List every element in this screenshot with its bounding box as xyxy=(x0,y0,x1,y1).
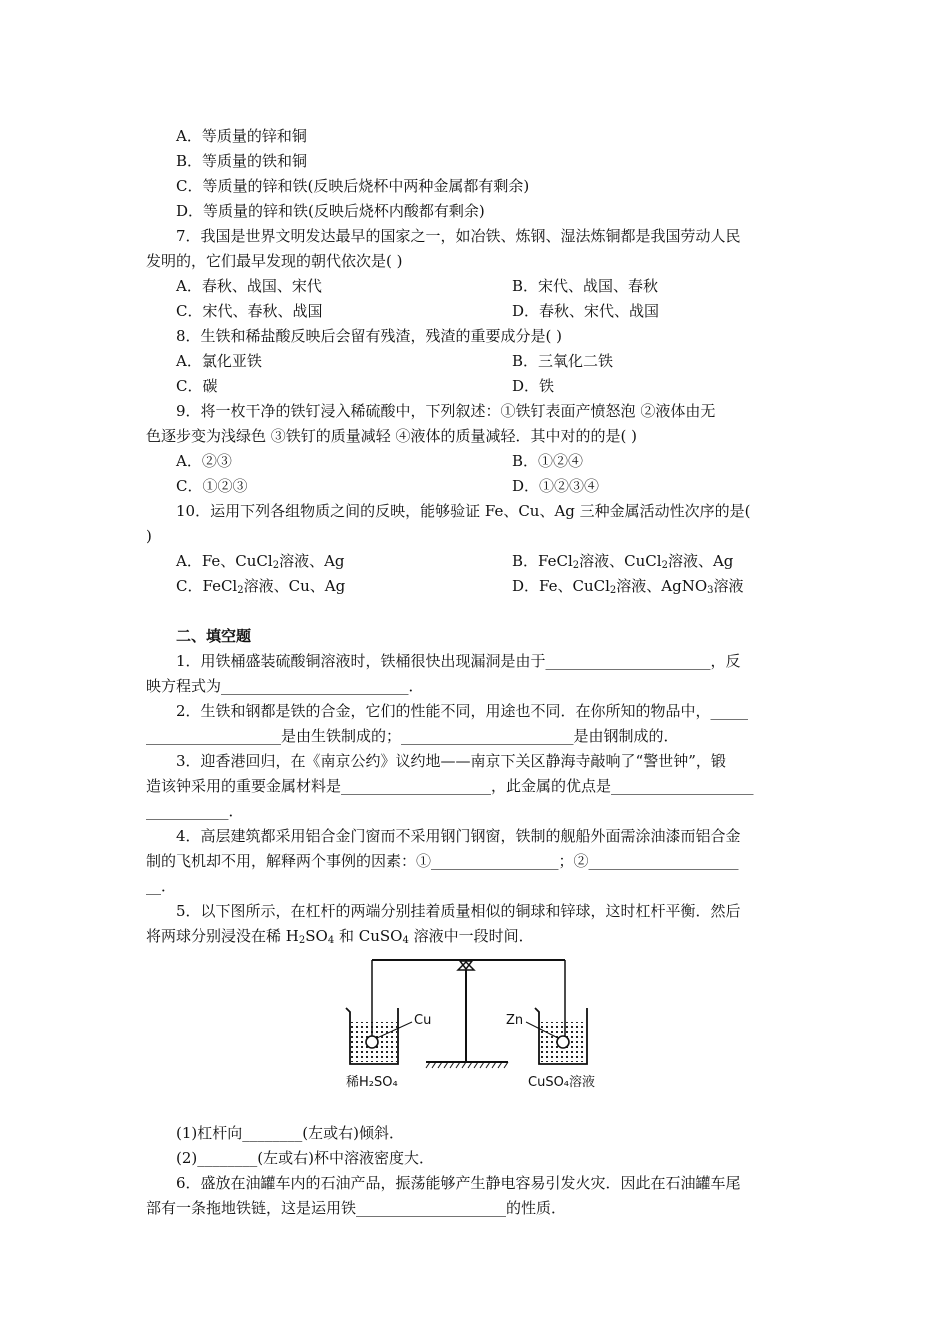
left-beaker xyxy=(346,960,412,1064)
fill5-line2: 将两球分别浸没在稀 $H_2SO_4$ 和 CuSO$_4$ 溶液中一段时间． xyxy=(146,927,534,946)
q8-option-a: A．氯化亚铁 xyxy=(176,352,262,370)
q10-option-a: A．Fe、CuCl$_2$溶液、Ag xyxy=(176,552,345,571)
q8-stem: 8．生铁和稀盐酸反映后会留有残渣，残渣的重要成分是( ) xyxy=(176,327,563,345)
q7-option-d: D．春秋、宋代、战国 xyxy=(512,302,660,320)
copper-ball xyxy=(366,1036,378,1048)
q9-option-a: A．②③ xyxy=(176,452,232,470)
fill4-line3: __． xyxy=(146,877,177,895)
fill2-line1: 2．生铁和钢都是铁的合金，它们的性能不同，用途也不同．在你所知的物品中，_____ xyxy=(176,702,749,720)
fill2-line2: __________________是由生铁制成的；_______________________是由钢制成的． xyxy=(146,727,679,745)
q7-stem-line2: 发明的，它们最早发现的朝代依次是( ) xyxy=(146,252,403,270)
q8-option-b: B．三氧化二铁 xyxy=(512,352,614,370)
label-cu: Cu xyxy=(414,1013,432,1028)
q10-option-b: B．FeCl$_2$溶液、CuCl$_2$溶液、Ag xyxy=(512,552,734,571)
q10-option-d: D．Fe、CuCl$_2$溶液、AgNO$_3$溶液 xyxy=(512,577,744,596)
section-title: 二、填空题 xyxy=(176,627,252,645)
q7-option-a: A．春秋、战国、宋代 xyxy=(176,277,322,295)
fill3-line1: 3．迎香港回归，在《南京公约》议约地——南京下关区静海寺敲响了“警世钟”，锻 xyxy=(176,752,726,770)
fill6-line1: 6．盛放在油罐车内的石油产品，振荡能够产生静电容易引发火灾．因此在石油罐车尾 xyxy=(176,1174,741,1192)
label-zn: Zn xyxy=(506,1013,524,1028)
label-left-solution: 稀H₂SO₄ xyxy=(346,1075,398,1090)
q10-option-c: C．FeCl$_2$溶液、Cu、Ag xyxy=(176,577,346,596)
q10-stem-line2: ) xyxy=(146,527,152,545)
fill6-line2: 部有一条拖地铁链，这是运用铁____________________的性质． xyxy=(146,1199,567,1217)
fill4-line1: 4．高层建筑都采用铝合金门窗而不采用钢门钢窗，铁制的舰船外面需涂油漆而铝合金 xyxy=(176,827,741,845)
q9-option-d: D．①②③④ xyxy=(512,477,600,495)
fill5-sub2: (2)________(左或右)杯中溶液密度大． xyxy=(176,1149,434,1167)
fill5-line1: 5．以下图所示，在杠杆的两端分别挂着质量相似的铜球和锌球，这时杠杆平衡．然后 xyxy=(176,902,741,920)
q7-option-c: C．宋代、春秋、战国 xyxy=(176,302,323,320)
q6-option-b: B．等质量的铁和铜 xyxy=(176,152,308,170)
q8-option-c: C．碳 xyxy=(176,377,218,395)
fill4-line2: 制的飞机却不用，解释两个事例的因素：①_________________；②____________________ xyxy=(146,852,739,870)
fill1-line2: 映方程式为_________________________． xyxy=(146,677,424,695)
q10-stem-line1: 10．运用下列各组物质之间的反映，能够验证 Fe、Cu、Ag 三种金属活动性次序的是( xyxy=(176,502,751,520)
q9-stem-line2: 色逐步变为浅绿色 ③铁钉的质量减轻 ④液体的质量减轻．其中对的的是( ) xyxy=(146,427,638,445)
q6-option-a: A．等质量的锌和铜 xyxy=(176,127,307,145)
lever-beaker-figure xyxy=(330,950,630,1100)
q6-option-d: D．等质量的锌和铁(反映后烧杯内酸都有剩余) xyxy=(176,202,485,220)
q9-option-c: C．①②③ xyxy=(176,477,248,495)
right-beaker xyxy=(526,960,587,1064)
q8-option-d: D．铁 xyxy=(512,377,555,395)
q9-option-b: B．①②④ xyxy=(512,452,584,470)
q7-option-b: B．宋代、战国、春秋 xyxy=(512,277,659,295)
label-right-solution: CuSO₄溶液 xyxy=(528,1075,596,1090)
fill3-line3: ___________． xyxy=(146,802,244,820)
fill1-line1: 1．用铁桶盛装硫酸铜溶液时，铁桶很快出现漏洞是由于______________________，反 xyxy=(176,652,741,670)
q6-option-c: C．等质量的锌和铁(反映后烧杯中两种金属都有剩余) xyxy=(176,177,530,195)
fill3-line2: 造该钟采用的重要金属材料是____________________，此金属的优点是___________________ xyxy=(146,777,754,795)
q7-stem-line1: 7．我国是世界文明发达最早的国家之一，如冶铁、炼钢、湿法炼铜都是我国劳动人民 xyxy=(176,227,741,245)
zinc-ball xyxy=(557,1036,569,1048)
q9-stem-line1: 9．将一枚干净的铁钉浸入稀硫酸中，下列叙述：①铁钉表面产愤怒泡 ②液体由无 xyxy=(176,402,716,420)
fill5-sub1: (1)杠杆向________(左或右)倾斜． xyxy=(176,1124,404,1142)
